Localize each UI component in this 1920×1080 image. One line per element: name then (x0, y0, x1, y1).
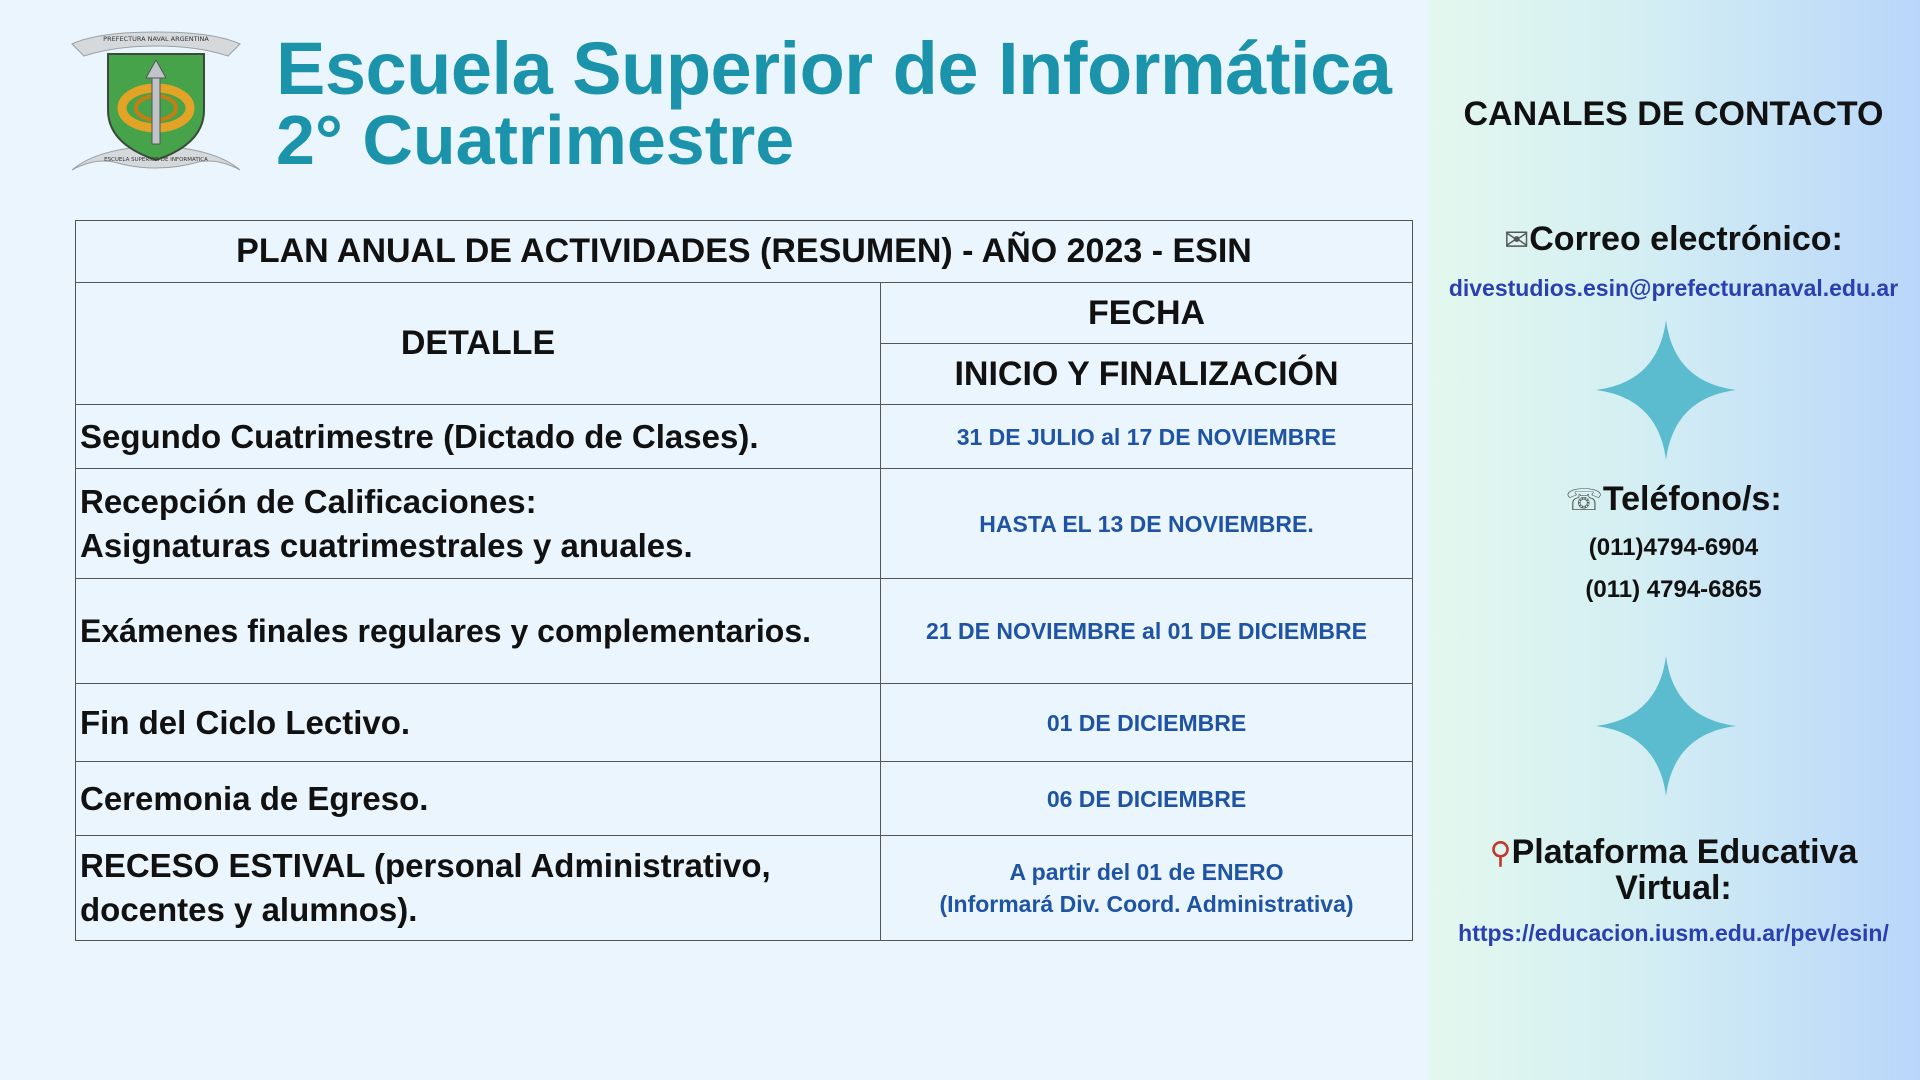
date-line: A partir del 01 de ENERO (1009, 859, 1284, 885)
table-row (76, 762, 1413, 836)
detail-cell (76, 836, 881, 941)
date-cell: 01 DE DICIEMBRE (881, 684, 1413, 762)
date-line: (Informará Div. Coord. Administrativa) (939, 891, 1354, 917)
contact-title: CANALES DE CONTACTO (1463, 95, 1884, 133)
phone-label: Teléfono/s: (1602, 480, 1782, 518)
platform-link[interactable]: https://educacion.iusm.edu.ar/pev/esin/ (1458, 920, 1889, 946)
platform-label: Plataforma Educativa (1511, 833, 1858, 871)
phone-heading (1427, 480, 1920, 519)
sparkle-icon (1596, 320, 1736, 460)
detail-cell: Fin del Ciclo Lectivo. (76, 684, 881, 762)
sparkle-icon (1596, 656, 1736, 796)
table-row (76, 469, 1413, 579)
detail-line: RECESO ESTIVAL (personal Administrativo, (80, 847, 771, 884)
page-title: Escuela Superior de Informática (276, 27, 1392, 110)
date-cell: 31 DE JULIO al 17 DE NOVIEMBRE (881, 405, 1413, 469)
date-cell: 21 DE NOVIEMBRE al 01 DE DICIEMBRE (881, 579, 1413, 684)
platform-heading (1427, 835, 1920, 905)
table-header-row (76, 283, 1413, 344)
table-row (76, 405, 1413, 469)
table-row (76, 579, 1413, 684)
logo-bottom-text: ESCUELA SUPERIOR DE INFORMATICA (104, 157, 208, 163)
page-subtitle: 2° Cuatrimestre (276, 101, 795, 179)
table-title-row (76, 221, 1413, 283)
detail-cell: Ceremonia de Egreso. (76, 762, 881, 836)
phone-number: (011)4794-6904 (1588, 534, 1759, 561)
date-cell: 06 DE DICIEMBRE (881, 762, 1413, 836)
header-fecha-sub: INICIO Y FINALIZACIÓN (881, 344, 1413, 405)
envelope-icon: ✉ (1504, 224, 1530, 257)
date-cell (881, 836, 1413, 941)
table-row (76, 684, 1413, 762)
header-fecha: FECHA (881, 283, 1413, 344)
email-link[interactable]: divestudios.esin@prefecturanaval.edu.ar (1448, 275, 1899, 301)
detail-cell (76, 469, 881, 579)
header-detalle: DETALLE (76, 283, 881, 405)
date-cell: HASTA EL 13 DE NOVIEMBRE. (881, 469, 1413, 579)
phone-number: (011) 4794-6865 (1585, 576, 1762, 603)
email-label: Correo electrónico: (1529, 220, 1843, 258)
activities-table (75, 220, 1413, 941)
platform-label-line2: Virtual: (1615, 869, 1732, 907)
table-title: PLAN ANUAL DE ACTIVIDADES (RESUMEN) - AÑO 2023 - ESIN (76, 221, 1413, 283)
telephone-icon: ☏ (1565, 484, 1603, 517)
detail-line: docentes y alumnos). (80, 891, 418, 928)
detail-cell: Segundo Cuatrimestre (Dictado de Clases). (76, 405, 881, 469)
crest-icon (68, 18, 244, 184)
pushpin-icon: ⚲ (1489, 837, 1512, 870)
detail-line: Recepción de Calificaciones: (80, 482, 537, 520)
table-row (76, 836, 1413, 941)
email-heading (1427, 220, 1920, 259)
detail-cell: Exámenes finales regulares y complementarios. (76, 579, 881, 684)
logo-top-text: PREFECTURA NAVAL ARGENTINA (103, 35, 209, 43)
detail-line: Asignaturas cuatrimestrales y anuales. (80, 526, 693, 564)
